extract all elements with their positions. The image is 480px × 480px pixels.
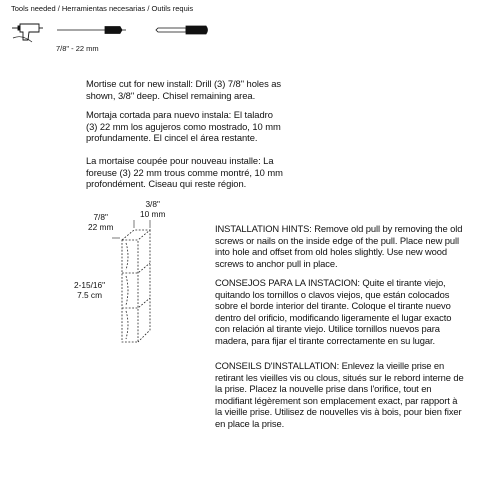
height-metric: 7.5 cm: [77, 290, 102, 300]
width-label: [88, 212, 113, 232]
installation-hints-es: CONSEJOS PARA LA INSTACION: Quite el tirante viejo, quitando los tornillos o clavos viejos, que están colocados sobre el borde interior del tirante. Coloque el tirante nuevo dentro del orificio, modificando ligeramente el lugar exacto con relación al tirante viejo. Utilice tornillos nuevos para madera, para fijar el tirante correctamente en su lugar.: [215, 277, 452, 346]
depth-metric: 10 mm: [140, 209, 166, 219]
drill-bit-size: 7/8" - 22 mm: [56, 44, 99, 53]
tools-row: [8, 14, 238, 44]
width-metric: 22 mm: [88, 222, 114, 232]
installation-hints-fr: CONSEILS D'INSTALLATION: Enlevez la vieille prise en retirant les vieilles vis ou clous, situés sur le rebord interne de la prise. Placez la nouvelle prise dans l'orifice, tout en modifiant légèrement son emplacement exact, par rapport à la vieille prise. Utilisez de nouvelles vis à bois, pour bien fixer en place la prise.: [215, 360, 464, 429]
mortise-instructions-en: Mortise cut for new install: Drill (3) 7/8" holes as shown, 3/8" deep. Chisel remaining area.: [86, 78, 282, 101]
installation-hints-en: INSTALLATION HINTS: Remove old pull by removing the old screws or nails on the inside edge of the pull. Place new pull into hole and offset from old holes slightly. Use new wood screws to anchor pull in place.: [215, 223, 463, 269]
mortise-instructions-es: Mortaja cortada para nuevo instala: El taladro (3) 22 mm los agujeros como mostrado, 10 mm profundamente. El cincel el área restante.: [86, 109, 281, 144]
chisel-icon: [156, 26, 208, 34]
height-label: [74, 280, 105, 300]
mortise-instructions-fr: La mortaise coupée pour nouveau installe: La foreuse (3) 22 mm trous comme montré, 10 mm profondément. Ciseau qui reste région.: [86, 155, 283, 190]
width-imperial: 7/8": [93, 212, 108, 222]
height-imperial: 2-15/16": [74, 280, 106, 290]
spade-bit-icon: [57, 27, 126, 34]
drill-icon: [12, 24, 43, 42]
tools-header: Tools needed / Herramientas necesarias / Outils requis: [11, 4, 194, 13]
depth-label: [140, 199, 165, 219]
depth-imperial: 3/8": [145, 199, 160, 209]
